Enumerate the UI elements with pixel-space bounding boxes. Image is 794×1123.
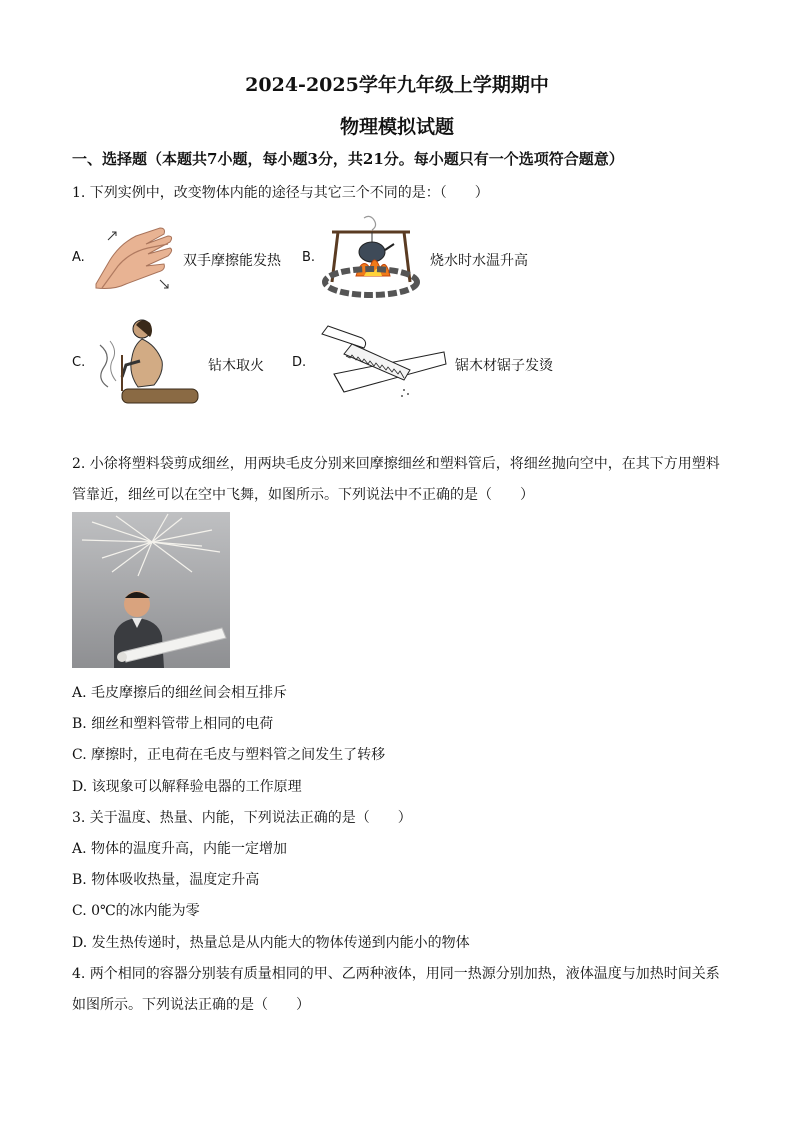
q3-option-c: C. 0℃的冰内能为零 [72, 903, 200, 919]
q1-option-a-letter: A. [72, 250, 85, 265]
q1-option-b-caption: 烧水时水温升高 [430, 253, 528, 269]
question-3-stem: 3. 关于温度、热量、内能，下列说法正确的是（ ） [72, 810, 412, 826]
q1-option-d-caption: 锯木材锯子发烫 [455, 358, 553, 374]
q2-option-a: A. 毛皮摩擦后的细丝间会相互排斥 [72, 685, 288, 701]
section-heading: 一、选择题（本题共7小题，每小题3分，共21分。每小题只有一个选项符合题意） [72, 150, 624, 168]
exam-subtitle: 物理模拟试题 [339, 116, 454, 138]
question-2-stem-line-1: 2. 小徐将塑料袋剪成细丝，用两块毛皮分别来回摩擦细丝和塑料管后，将细丝抛向空中，在其下方用塑料 [72, 456, 720, 472]
saw-cutting-wood-icon [304, 322, 448, 400]
q1-option-d-letter: D. [292, 355, 307, 370]
q1-option-c-letter: C. [72, 355, 86, 370]
question-4-stem-line-2: 如图所示。下列说法正确的是（ ） [72, 997, 310, 1013]
q2-option-c: C. 摩擦时，正电荷在毛皮与塑料管之间发生了转移 [72, 747, 386, 763]
exam-title: 2024-2025学年九年级上学期期中 [245, 74, 549, 96]
question-1-stem: 1. 下列实例中，改变物体内能的途径与其它三个不同的是：（ ） [72, 185, 489, 201]
q2-option-d: D. 该现象可以解释验电器的工作原理 [72, 779, 302, 795]
question-2-stem-line-2: 管靠近，细丝可以在空中飞舞，如图所示。下列说法中不正确的是（ ） [72, 487, 534, 503]
question-4-stem-line-1: 4. 两个相同的容器分别装有质量相同的甲、乙两种液体，用同一热源分别加热，液体温度与加热时间关系 [72, 966, 720, 982]
q1-option-b-letter: B. [302, 250, 316, 265]
kettle-over-fire-icon [318, 212, 424, 300]
q1-option-a-caption: 双手摩擦能发热 [183, 253, 281, 269]
q1-option-c-caption: 钻木取火 [208, 358, 264, 374]
wood-drilling-fire-icon [92, 315, 204, 407]
rubbing-hands-icon [90, 222, 178, 294]
q3-option-b: B. 物体吸收热量，温度定升高 [72, 872, 260, 888]
q3-option-d: D. 发生热传递时，热量总是从内能大的物体传递到内能小的物体 [72, 935, 470, 951]
q2-option-b: B. 细丝和塑料管带上相同的电荷 [72, 716, 274, 732]
q3-option-a: A. 物体的温度升高，内能一定增加 [72, 841, 288, 857]
electrostatic-experiment-photo [72, 512, 230, 668]
